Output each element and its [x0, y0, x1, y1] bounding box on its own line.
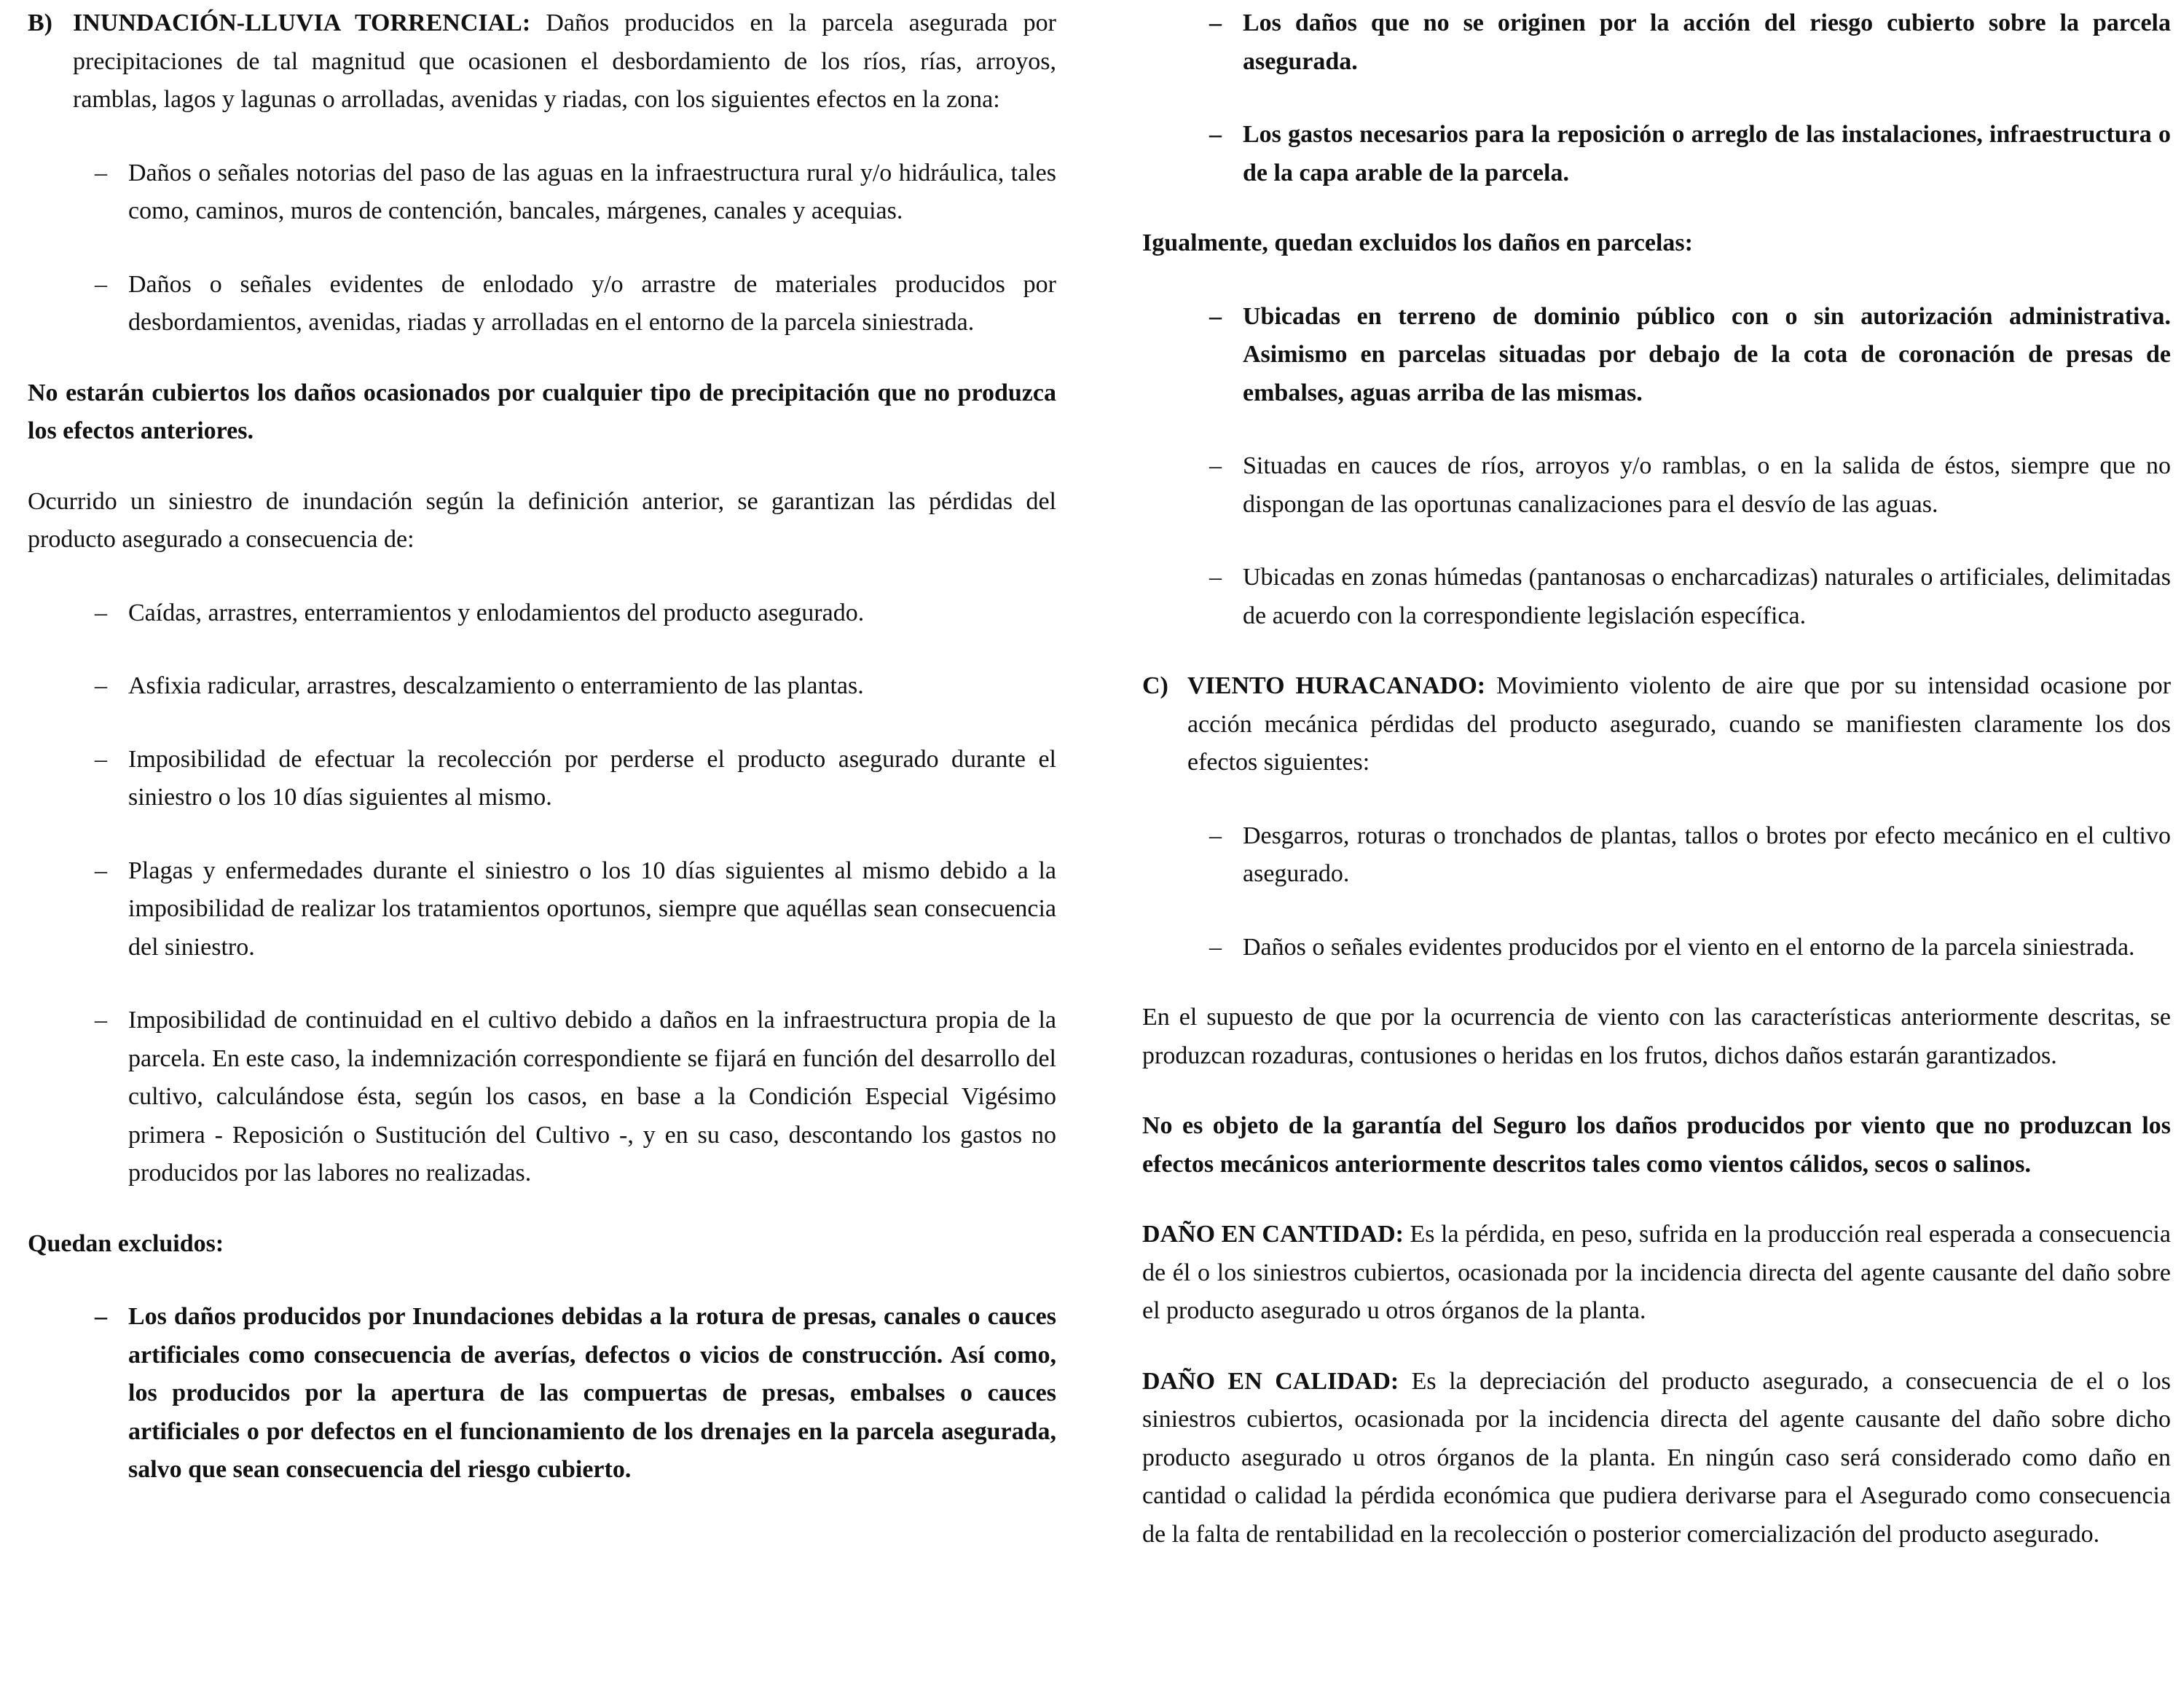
section-c-heading: VIENTO HURACANADO: — [1187, 672, 1486, 699]
list-item — [28, 154, 1056, 231]
section-c-text: Movimiento violento de aire que por su intensidad ocasione por acción mecánica pérdidas del producto asegurado, cuando se manifiesten claramente los dos efectos siguientes: — [1187, 672, 2172, 776]
parcel-text: Situadas en cauces de ríos, arroyos y/o ramblas, o en la salida de éstos, siempre que no dispongan de las oportunas canalizaciones para el desvío de las aguas. — [1243, 452, 2171, 518]
dash-bullet: – — [95, 1007, 107, 1034]
wind-effect-text: Desgarros, roturas o tronchados de plantas, tallos o brotes por efecto mecánico en el cultivo asegurado. — [1243, 822, 2171, 887]
dash-bullet: – — [95, 857, 107, 884]
excluded-text: Los daños que no se originen por la acción del riesgo cubierto sobre la parcela asegurada. — [1243, 9, 2171, 75]
wind-effect-text: Daños o señales evidentes producidos por el viento en el entorno de la parcela siniestrada. — [1243, 933, 2135, 961]
dash-bullet: – — [1209, 564, 1222, 591]
quantity-heading: DAÑO EN CANTIDAD: — [1142, 1221, 1404, 1248]
effect-text: Daños o señales evidentes de enlodado y/o arrastre de materiales producidos por desbordamientos, avenidas, riadas y arrolladas en el entorno de la parcela siniestrada. — [128, 270, 1056, 336]
wind-not-covered-note: No es objeto de la garantía del Seguro los daños producidos por viento que no produzcan los efectos mecánicos anteriormente descritos tales como vientos cálidos, secos o salinos. — [1142, 1112, 2171, 1178]
quantity-damage-definition — [1142, 1216, 2171, 1331]
dash-bullet: – — [1209, 822, 1222, 849]
list-item — [28, 1298, 1056, 1489]
section-b-text: Daños producidos en la parcela asegurada por precipitaciones de tal magnitud que ocasionen el desbordamiento de los ríos, rías, arroyos, ramblas, lagos y lagunas o arrolladas, avenidas y riadas, con los siguientes efectos en la zona: — [73, 9, 1057, 113]
guarantee-text: Imposibilidad de continuidad en el cultivo debido a daños en la infraestructura propia de la parcela. En este caso, la indemnización correspondiente se fijará en función del desarrollo del cultivo, calculándose ésta, según los casos, en base a la Condición Especial Vigésimo primera - Reposición o Sustitución del Cultivo -, y en su caso, descontando los gastos no producidos por las labores no realizadas. — [128, 1007, 1056, 1186]
dash-bullet: – — [1209, 121, 1222, 148]
section-b-letter: B) — [28, 9, 52, 36]
section-b-paragraph — [28, 4, 1056, 119]
dash-bullet: – — [95, 672, 107, 699]
section-c-letter: C) — [1142, 672, 1168, 699]
dash-bullet: – — [1209, 9, 1222, 36]
effect-text: Daños o señales notorias del paso de las aguas en la infraestructura rural y/o hidráulica, tales como, caminos, muros de contención, bancales, márgenes, canales y acequias. — [128, 159, 1056, 224]
dash-bullet: – — [1209, 933, 1222, 961]
section-c-paragraph — [1142, 667, 2171, 782]
list-item — [1142, 817, 2171, 894]
guarantee-intro: Ocurrido un siniestro de inundación según la definición anterior, se garantizan las pérdidas del producto asegurado a consecuencia de: — [28, 487, 1056, 553]
parcel-text: Ubicadas en terreno de dominio público con o sin autorización administrativa. Asimismo en parcelas situadas por debajo de la cota de coronación de presas de embalses, aguas arriba de las mismas. — [1243, 302, 2171, 406]
excluded-text: Los gastos necesarios para la reposición o arreglo de las instalaciones, infraestructura o de la capa arable de la parcela. — [1243, 121, 2171, 186]
quality-damage-definition — [1142, 1363, 2171, 1554]
right-column — [1142, 4, 2171, 1554]
excluded-heading: Quedan excluidos: — [28, 1229, 224, 1257]
quality-text: Es la depreciación del producto asegurado, a consecuencia de el o los siniestros cubiertos, ocasionada por la incidencia directa del agente causante del daño sobre dicho producto asegurado u otros órganos de la planta. En ningún caso será considerado como daño en cantidad o calidad la pérdida económica que pudiera derivarse para el Asegurado como consecuencia de la falta de rentabilidad en la recolección o posterior comercialización del producto asegurado. — [1142, 1367, 2171, 1548]
dash-bullet: – — [95, 270, 107, 298]
dash-bullet: – — [1209, 302, 1222, 330]
list-item — [1142, 298, 2171, 413]
excluded-text: Los daños producidos por Inundaciones debidas a la rotura de presas, canales o cauces artificiales como consecuencia de averías, defectos o vicios de construcción. Así como, los producidos por la apertura de las compuertas de presas, embalses o cauces artificiales o por defectos en el funcionamiento de los drenajes en la parcela asegurada, salvo que sean consecuencia del riesgo cubierto. — [128, 1303, 1056, 1483]
list-item — [1142, 559, 2171, 635]
list-item — [28, 852, 1056, 967]
left-column — [28, 4, 1056, 1489]
list-item — [1142, 929, 2171, 967]
quantity-text: Es la pérdida, en peso, sufrida en la producción real esperada a consecuencia de él o los siniestros cubiertos, ocasionada por la incidencia directa del agente causante del daño sobre el producto asegurado u otros órganos de la planta. — [1142, 1221, 2172, 1324]
list-item — [1142, 447, 2171, 524]
list-item — [28, 741, 1056, 817]
guarantee-text: Imposibilidad de efectuar la recolección por perderse el producto asegurado durante el siniestro o los 10 días siguientes al mismo. — [128, 745, 1056, 811]
not-covered-note: No estarán cubiertos los daños ocasionados por cualquier tipo de precipitación que no produzca los efectos anteriores. — [28, 379, 1056, 444]
dash-bullet: – — [95, 1303, 107, 1330]
parcel-text: Ubicadas en zonas húmedas (pantanosas o encharcadizas) naturales o artificiales, delimitadas de acuerdo con la correspondiente legislación específica. — [1243, 564, 2171, 629]
wind-fruits-paragraph: En el supuesto de que por la ocurrencia de viento con las características anteriormente descritas, se produzcan rozaduras, contusiones o heridas en los frutos, dichos daños estarán garantizados. — [1142, 1004, 2171, 1069]
quality-heading: DAÑO EN CALIDAD: — [1142, 1367, 1399, 1395]
list-item — [28, 594, 1056, 633]
guarantee-text: Plagas y enfermedades durante el siniestro o los 10 días siguientes al mismo debido a la imposibilidad de realizar los tratamientos oportunos, siempre que aquéllas sean consecuencia del siniestro. — [128, 857, 1056, 961]
parcels-heading: Igualmente, quedan excluidos los daños en parcelas: — [1142, 229, 1693, 256]
list-item — [1142, 4, 2171, 81]
list-item — [28, 266, 1056, 342]
guarantee-text: Caídas, arrastres, enterramientos y enlodamientos del producto asegurado. — [128, 599, 865, 626]
section-b-heading: INUNDACIÓN-LLUVIA TORRENCIAL: — [73, 9, 531, 36]
guarantee-text: Asfixia radicular, arrastres, descalzamiento o enterramiento de las plantas. — [128, 672, 864, 699]
dash-bullet: – — [95, 745, 107, 773]
dash-bullet: – — [95, 599, 107, 626]
list-item — [1142, 116, 2171, 192]
dash-bullet: – — [95, 159, 107, 186]
list-item — [28, 667, 1056, 706]
list-item — [28, 1001, 1056, 1193]
dash-bullet: – — [1209, 452, 1222, 479]
